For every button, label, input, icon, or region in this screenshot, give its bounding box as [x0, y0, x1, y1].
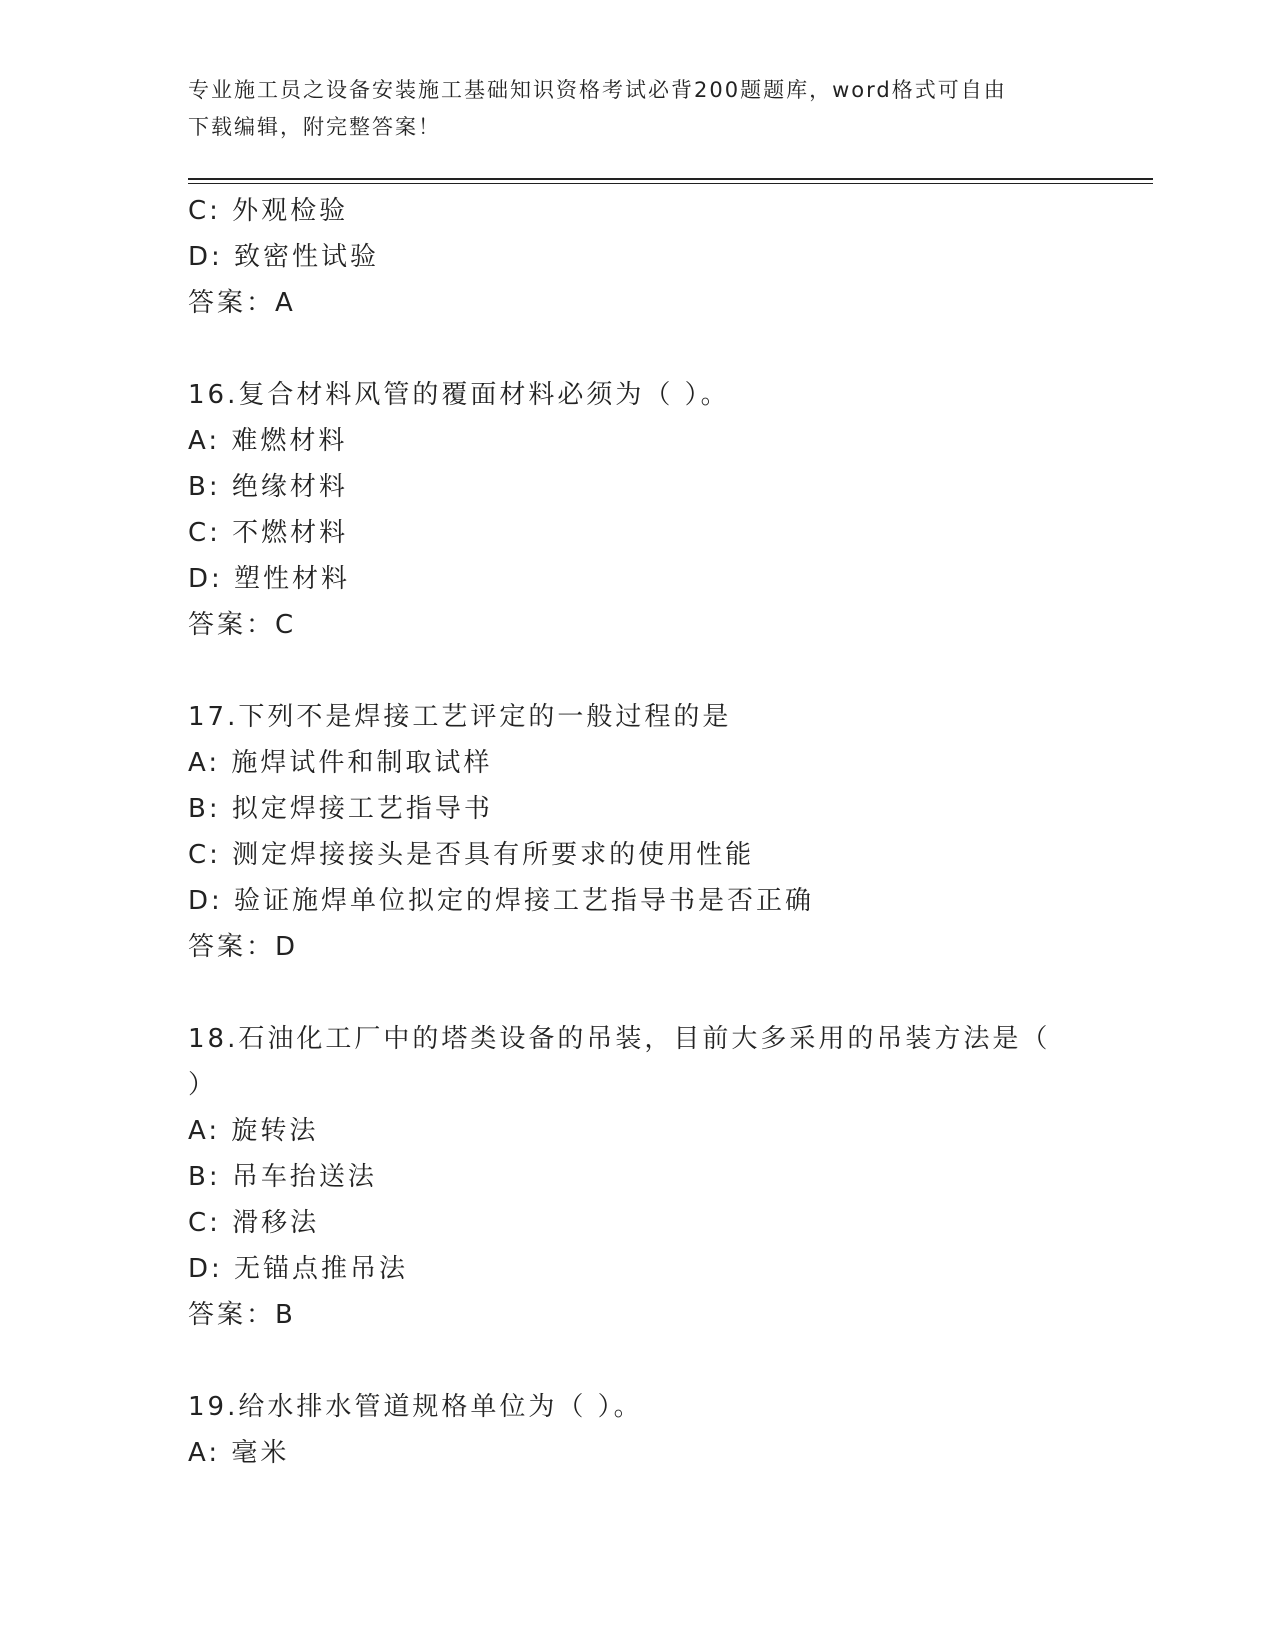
question-19 — [188, 1384, 1088, 1476]
answer-line: 答案：A — [188, 288, 296, 318]
answer-line: 答案：D — [188, 932, 299, 962]
question-text: 16.复合材料风管的覆面材料必须为（ ）。 — [188, 380, 730, 410]
option-a: A: 施焊试件和制取试样 — [188, 748, 493, 778]
option-a: A: 毫米 — [188, 1438, 290, 1468]
question-17 — [188, 694, 1088, 970]
document-header — [188, 72, 1088, 146]
answer-line: 答案：B — [188, 1300, 296, 1330]
option-a: A: 难燃材料 — [188, 426, 348, 456]
option-c: C: 外观检验 — [188, 196, 349, 226]
question-18 — [188, 1016, 1088, 1338]
option-d: D: 无锚点推吊法 — [188, 1254, 409, 1284]
option-b: B: 吊车抬送法 — [188, 1162, 377, 1192]
option-d: D: 致密性试验 — [188, 242, 380, 272]
question-16 — [188, 372, 1088, 648]
option-c: C: 测定焊接接头是否具有所要求的使用性能 — [188, 840, 755, 870]
question-text: 18.石油化工厂中的塔类设备的吊装，目前大多采用的吊装方法是（ — [188, 1024, 1051, 1054]
question-list — [188, 188, 1088, 1476]
option-d: D: 塑性材料 — [188, 564, 351, 594]
option-d: D: 验证施焊单位拟定的焊接工艺指导书是否正确 — [188, 886, 815, 916]
header-divider — [188, 178, 1153, 184]
option-c: C: 不燃材料 — [188, 518, 349, 548]
option-a: A: 旋转法 — [188, 1116, 319, 1146]
question-text: 17.下列不是焊接工艺评定的一般过程的是 — [188, 702, 732, 732]
option-c: C: 滑移法 — [188, 1208, 320, 1238]
question-text: 19.给水排水管道规格单位为（ ）。 — [188, 1392, 643, 1422]
header-line-2: 下载编辑，附完整答案！ — [188, 115, 441, 139]
answer-line: 答案：C — [188, 610, 297, 640]
question-text-continued: ） — [188, 1070, 218, 1100]
option-b: B: 拟定焊接工艺指导书 — [188, 794, 493, 824]
header-line-1: 专业施工员之设备安装施工基础知识资格考试必背200题题库，word格式可自由 — [188, 78, 1007, 102]
option-b: B: 绝缘材料 — [188, 472, 348, 502]
